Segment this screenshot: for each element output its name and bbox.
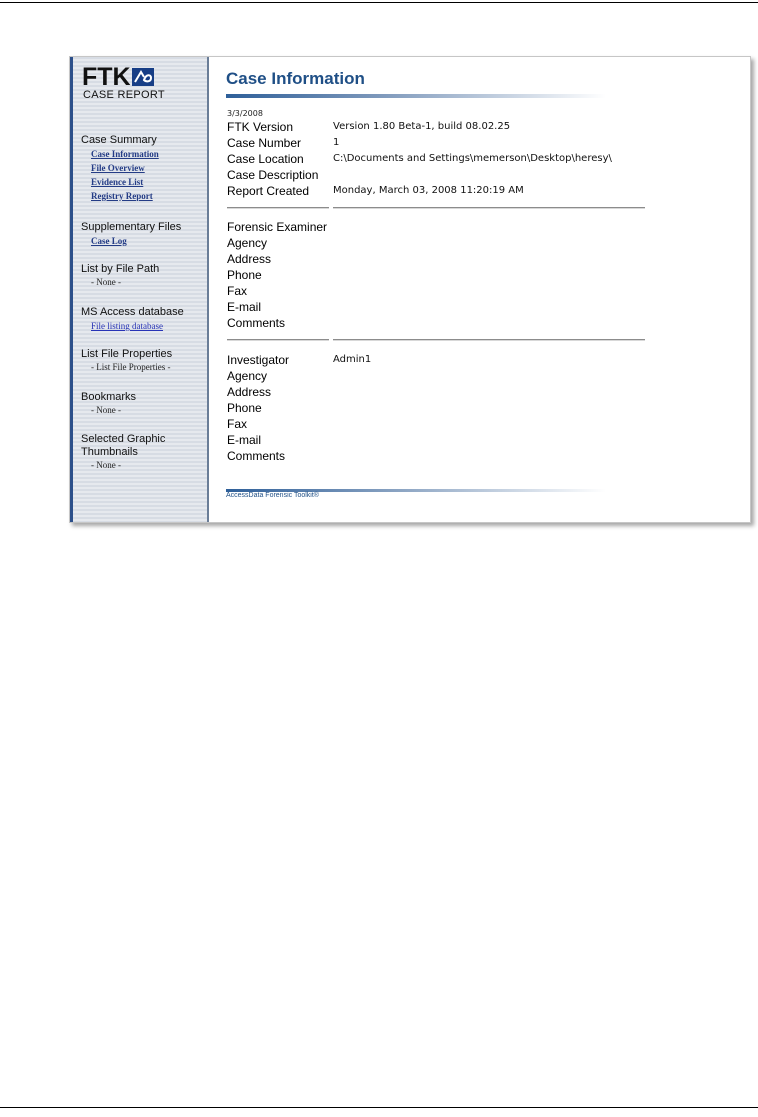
row-label: Phone xyxy=(227,268,262,282)
row-value: C:\Documents and Settings\memerson\Desktop\heresy\ xyxy=(333,153,612,164)
nav-section-selected-graphic-thumbnails xyxy=(81,433,209,472)
row-label: FTK Version xyxy=(227,120,294,134)
divider-right xyxy=(333,339,645,341)
page-title: Case Information xyxy=(226,69,365,88)
row-label: Phone xyxy=(227,401,262,415)
case-row xyxy=(227,135,707,151)
ftk-logo xyxy=(82,65,182,105)
nav-link-file-listing-database[interactable]: File listing database xyxy=(91,321,163,331)
nav-link-case-information[interactable]: Case Information xyxy=(91,149,159,159)
logo-subtitle: CASE REPORT xyxy=(83,89,165,101)
divider-right xyxy=(333,207,645,209)
row-label: Fax xyxy=(227,284,248,298)
nav-heading-case-summary: Case Summary xyxy=(81,134,157,146)
nav-heading-bookmarks: Bookmarks xyxy=(81,391,137,403)
nav-heading-selected-graphic: Selected Graphic xyxy=(81,433,166,445)
examiner-row xyxy=(227,251,707,267)
row-label: Investigator xyxy=(227,353,290,367)
accessdata-logo-icon xyxy=(132,68,154,86)
row-label: Case Description xyxy=(227,168,319,182)
nav-note-none: - None - xyxy=(91,460,121,470)
row-value: Admin1 xyxy=(333,354,372,365)
investigator-row xyxy=(227,384,707,400)
row-label: Address xyxy=(227,252,272,266)
row-label: Comments xyxy=(227,449,286,463)
nav-heading-list-file-properties: List File Properties xyxy=(81,348,173,360)
row-value: 1 xyxy=(333,137,340,148)
report-content xyxy=(209,57,750,522)
nav-section-case-summary xyxy=(81,134,209,203)
investigator-row xyxy=(227,368,707,384)
divider-left xyxy=(227,339,329,341)
investigator-row xyxy=(227,352,707,368)
nav-heading-list-by-file-path: List by File Path xyxy=(81,263,160,275)
row-label: Case Number xyxy=(227,136,302,150)
ftk-case-report-window xyxy=(69,56,751,523)
report-sidebar xyxy=(70,57,209,522)
page-bottom-rule xyxy=(0,1107,758,1108)
examiner-row xyxy=(227,283,707,299)
case-row xyxy=(227,183,707,199)
nav-heading-ms-access-database: MS Access database xyxy=(81,306,184,318)
row-label: Address xyxy=(227,385,272,399)
row-label: Forensic Examiner xyxy=(227,220,328,234)
row-label: Fax xyxy=(227,417,248,431)
row-value: Version 1.80 Beta-1, build 08.02.25 xyxy=(333,121,511,132)
row-label: E-mail xyxy=(227,433,262,447)
examiner-row xyxy=(227,299,707,315)
nav-link-registry-report[interactable]: Registry Report xyxy=(91,191,153,201)
nav-link-evidence-list[interactable]: Evidence List xyxy=(91,177,144,187)
examiner-row xyxy=(227,315,707,331)
nav-section-list-by-file-path xyxy=(81,263,209,289)
footer-credit: AccessData Forensic Toolkit® xyxy=(226,492,319,499)
row-label: Comments xyxy=(227,316,286,330)
investigator-row xyxy=(227,448,707,464)
row-label: Agency xyxy=(227,369,268,383)
case-details-table xyxy=(227,119,707,199)
section-divider xyxy=(227,339,647,341)
row-label: Agency xyxy=(227,236,268,250)
case-row xyxy=(227,119,707,135)
case-row xyxy=(227,151,707,167)
investigator-details-table xyxy=(227,352,707,464)
nav-section-bookmarks xyxy=(81,391,209,417)
nav-heading-thumbnails: Thumbnails xyxy=(81,446,138,458)
logo-brand-text: FTK xyxy=(82,63,131,91)
nav-heading-supplementary-files: Supplementary Files xyxy=(81,221,182,233)
nav-section-supplementary-files xyxy=(81,221,209,248)
nav-note-none: - None - xyxy=(91,277,121,287)
investigator-row xyxy=(227,432,707,448)
case-row xyxy=(227,167,707,183)
nav-section-list-file-properties xyxy=(81,348,209,374)
nav-link-case-log[interactable]: Case Log xyxy=(91,236,127,246)
divider-left xyxy=(227,207,329,209)
page-top-rule xyxy=(0,2,758,3)
report-date: 3/3/2008 xyxy=(227,109,263,118)
examiner-row xyxy=(227,235,707,251)
examiner-details-table xyxy=(227,219,707,331)
title-underline xyxy=(226,94,606,98)
examiner-row xyxy=(227,219,707,235)
row-label: E-mail xyxy=(227,300,262,314)
investigator-row xyxy=(227,416,707,432)
nav-note-none: - None - xyxy=(91,405,121,415)
section-divider xyxy=(227,207,647,209)
row-value: Monday, March 03, 2008 11:20:19 AM xyxy=(333,185,524,196)
investigator-row xyxy=(227,400,707,416)
row-label: Report Created xyxy=(227,184,310,198)
nav-note-list-file-properties: - List File Properties - xyxy=(91,362,171,372)
examiner-row xyxy=(227,267,707,283)
row-label: Case Location xyxy=(227,152,304,166)
nav-section-ms-access-database xyxy=(81,306,209,333)
nav-link-file-overview[interactable]: File Overview xyxy=(91,163,145,173)
